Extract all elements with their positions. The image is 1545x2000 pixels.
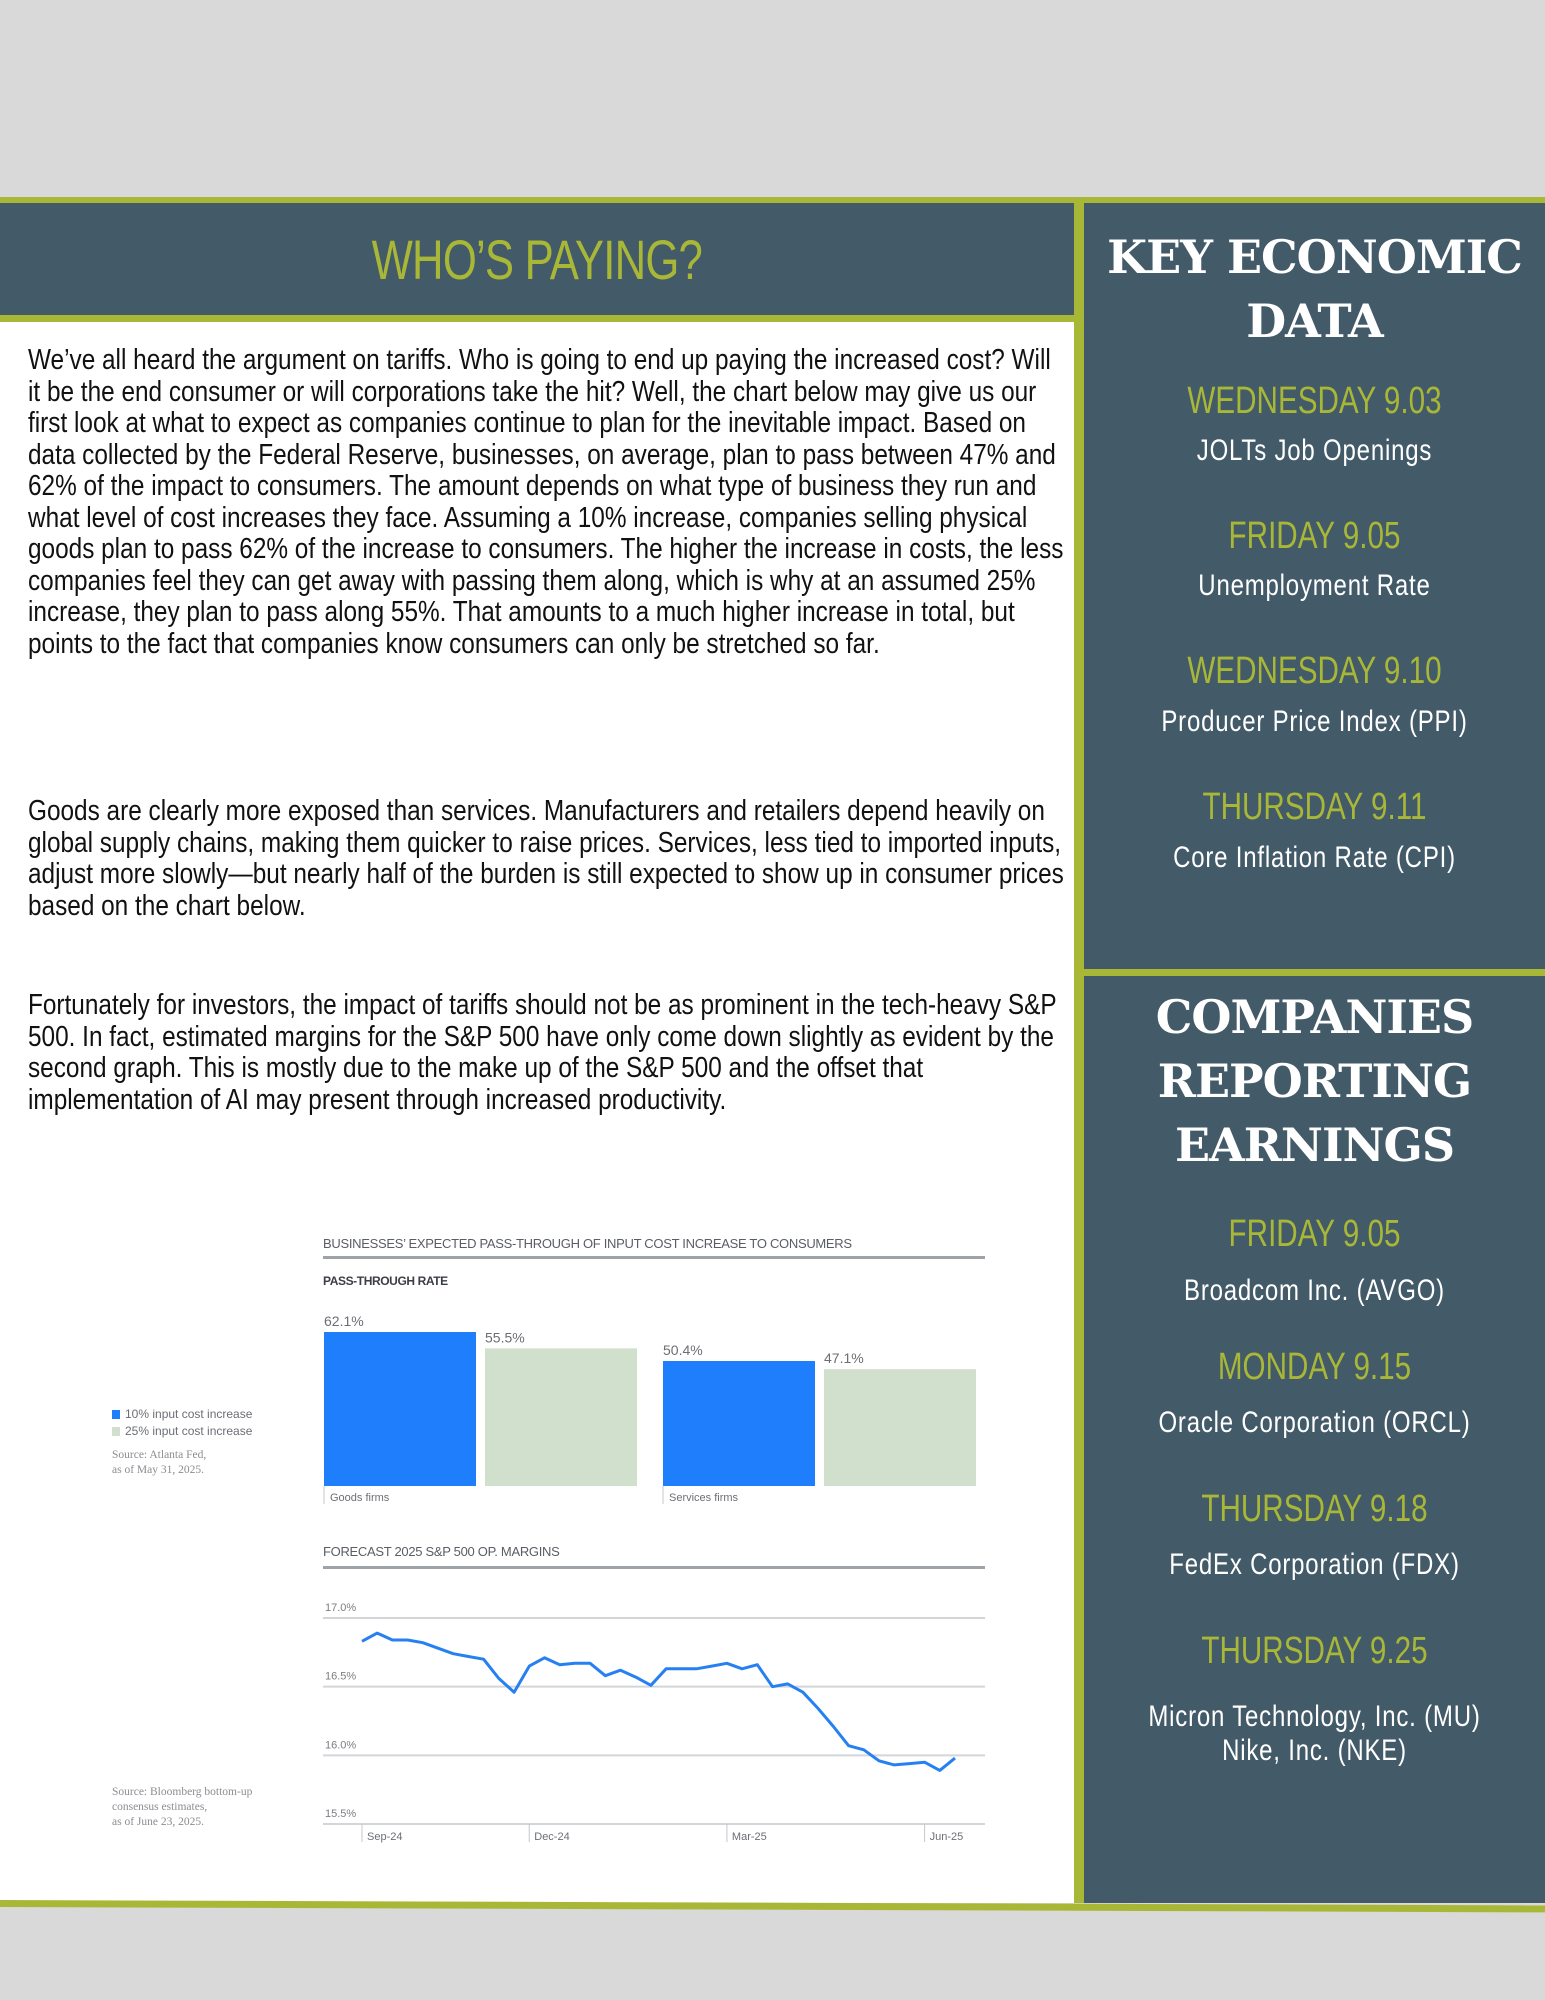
source-line: as of May 31, 2025. [112, 1464, 204, 1476]
article-paragraph: Goods are clearly more exposed than services. Manufacturers and retailers depend heavily on global supply chains, making them quicker to raise prices. Services, less tied to imported inputs, adjust more slowly—but nearly half of the burden is still expected to show up in consumer prices based on the chart below. [28, 795, 1064, 922]
source-line: consensus estimates, [112, 1801, 208, 1813]
event-date: FRIDAY 9.05 [1228, 515, 1401, 557]
legend-item [112, 1407, 252, 1421]
column-divider [1074, 203, 1084, 1903]
event-date: THURSDAY 9.18 [1201, 1488, 1428, 1530]
y-tick-label: 17.0% [325, 1602, 357, 1614]
bar-value-label: 50.4% [663, 1342, 703, 1359]
bar [324, 1332, 476, 1486]
event-item: Broadcom Inc. (AVGO) [1184, 1274, 1445, 1307]
bar [485, 1348, 637, 1486]
event-item: Core Inflation Rate (CPI) [1173, 841, 1456, 874]
event-date: THURSDAY 9.25 [1201, 1630, 1428, 1672]
source-line: Source: Bloomberg bottom-up [112, 1786, 253, 1798]
event-item: Unemployment Rate [1198, 569, 1431, 602]
category-label: Services firms [669, 1492, 739, 1504]
heading-line: DATA [1246, 294, 1383, 348]
legend-swatch-sage [112, 1427, 120, 1436]
bar-value-label: 55.5% [485, 1329, 525, 1346]
economic-data-heading [1084, 225, 1545, 353]
x-tick-label: Sep-24 [367, 1831, 403, 1843]
line-chart-title: FORECAST 2025 S&P 500 OP. MARGINS [323, 1544, 560, 1559]
event-item: Nike, Inc. (NKE) [1222, 1734, 1407, 1767]
line-chart [320, 1590, 990, 1850]
bar-value-label: 47.1% [824, 1350, 864, 1367]
heading-line: COMPANIES [1155, 990, 1474, 1044]
bar [824, 1369, 976, 1486]
heading-line: EARNINGS [1174, 1118, 1455, 1172]
x-tick-label: Mar-25 [731, 1831, 767, 1843]
event-item: Producer Price Index (PPI) [1161, 705, 1468, 738]
source-line: as of June 23, 2025. [112, 1816, 204, 1828]
article-paragraph: Fortunately for investors, the impact of tariffs should not be as prominent in the tech-heavy S&P 500. In fact, estimated margins for the S&P 500 have only come down slightly as evident by the second graph. This is mostly due to the make up of the S&P 500 and the offset that implementation of AI may present through increased productivity. [28, 989, 1057, 1116]
bar-chart-subtitle: PASS-THROUGH RATE [323, 1274, 448, 1288]
y-tick-label: 16.5% [325, 1670, 357, 1683]
source-line: Source: Atlanta Fed, [112, 1449, 207, 1461]
page-title: WHO’S PAYING? [371, 227, 703, 291]
article-paragraph: We’ve all heard the argument on tariffs. Who is going to end up paying the increased cost? Will it be the end consumer or will corporations take the hit? Well, the chart below may give us our first look at what to expect as companies continue to plan for the inevitable impact. Based on data collected by the Federal Reserve, businesses, on average, plan to pass between 47% and 62% of the impact to consumers. The amount depends on what type of business they run and what level of cost increases they face. Assuming a 10% increase, companies selling physical goods plan to pass 62% of the increase to consumers. The higher the increase in costs, the less companies feel they can get away with passing them along, which is why at an assumed 25% increase, they plan to pass along 55%. That amounts to a much higher increase in total, but points to the fact that companies know consumers can only be stretched so far. [28, 344, 1064, 660]
bar-value-label: 62.1% [324, 1313, 364, 1329]
line-chart-source [112, 1785, 252, 1830]
bar-chart-title: BUSINESSES’ EXPECTED PASS-THROUGH OF INPUT COST INCREASE TO CONSUMERS [323, 1236, 852, 1251]
category-label: Goods firms [330, 1492, 390, 1504]
title-rule [0, 315, 1074, 322]
event-date: WEDNESDAY 9.10 [1187, 650, 1442, 692]
heading-line: REPORTING [1157, 1054, 1472, 1108]
event-item: Micron Technology, Inc. (MU) [1148, 1700, 1481, 1733]
event-item: JOLTs Job Openings [1196, 434, 1433, 467]
event-date: THURSDAY 9.11 [1202, 786, 1427, 828]
bar-chart-source [112, 1448, 206, 1478]
event-date: FRIDAY 9.05 [1228, 1213, 1401, 1255]
y-tick-label: 15.5% [325, 1808, 357, 1820]
legend-swatch-blue [112, 1410, 120, 1419]
bar-chart [320, 1290, 990, 1520]
y-tick-label: 16.0% [325, 1739, 357, 1752]
x-tick-label: Jun-25 [929, 1831, 964, 1843]
sidebar-divider [1084, 969, 1545, 976]
event-item: FedEx Corporation (FDX) [1169, 1548, 1460, 1581]
legend-label: 10% input cost increase [125, 1407, 253, 1421]
event-item: Oracle Corporation (ORCL) [1158, 1406, 1471, 1439]
legend-label: 25% input cost increase [125, 1424, 253, 1438]
series-line [362, 1633, 955, 1770]
event-date: MONDAY 9.15 [1217, 1346, 1412, 1388]
line-chart-title-rule [323, 1566, 985, 1569]
bar [663, 1361, 815, 1486]
title-bar [0, 203, 1074, 315]
heading-line: KEY ECONOMIC [1107, 230, 1522, 284]
bar-chart-title-rule [323, 1256, 985, 1259]
earnings-heading [1084, 985, 1545, 1177]
event-date: WEDNESDAY 9.03 [1187, 380, 1442, 422]
legend-item [112, 1424, 252, 1438]
x-tick-label: Dec-24 [534, 1831, 570, 1843]
